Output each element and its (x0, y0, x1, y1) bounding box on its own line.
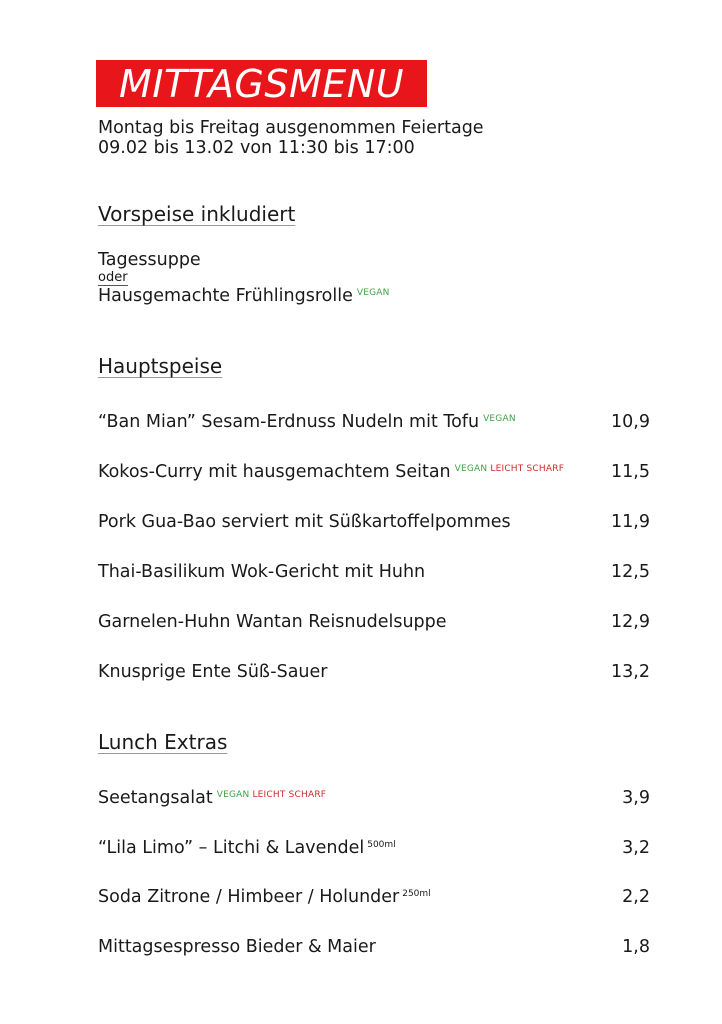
item-price: 2,2 (622, 887, 650, 907)
menu-item (98, 937, 650, 957)
menu-subtitle (98, 118, 484, 158)
starter-heading: Vorspeise inkludiert (98, 202, 296, 226)
menu-item (98, 887, 650, 907)
item-price: 11,5 (611, 462, 650, 482)
menu-item (98, 462, 650, 482)
item-name: Pork Gua-Bao serviert mit Süßkartoffelpommes (98, 512, 511, 532)
menu-item (98, 562, 650, 582)
menu-item (98, 788, 650, 808)
extras-heading: Lunch Extras (98, 730, 228, 754)
starter-item-springroll (98, 286, 390, 306)
days-line: Montag bis Freitag ausgenommen Feiertage (98, 118, 484, 138)
spicy-tag: LEICHT SCHARF (490, 464, 565, 474)
menu-item (98, 838, 650, 858)
item-name: “Ban Mian” Sesam-Erdnuss Nudeln mit Tofu (98, 412, 480, 432)
vegan-tag: VEGAN (483, 414, 516, 424)
item-name: “Lila Limo” – Litchi & Lavendel (98, 838, 365, 858)
menu-item (98, 612, 650, 632)
title-banner (96, 60, 427, 107)
item-price: 1,8 (622, 937, 650, 957)
item-price: 12,5 (611, 562, 650, 582)
item-price: 13,2 (611, 662, 650, 682)
item-price: 3,2 (622, 838, 650, 858)
item-name: Knusprige Ente Süß-Sauer (98, 662, 328, 682)
item-price: 12,9 (611, 612, 650, 632)
main-heading: Hauptspeise (98, 354, 223, 378)
vegan-tag: VEGAN (216, 790, 250, 800)
item-price: 11,9 (611, 512, 650, 532)
item-price: 10,9 (611, 412, 650, 432)
item-name: Seetangsalat (98, 788, 213, 808)
starter-item-label: Hausgemachte Frühlingsrolle (98, 286, 353, 306)
item-name: Garnelen-Huhn Wantan Reisnudelsuppe (98, 612, 447, 632)
item-name: Soda Zitrone / Himbeer / Holunder (98, 887, 400, 907)
item-name: Mittagsespresso Bieder & Maier (98, 937, 376, 957)
vegan-tag: VEGAN (454, 464, 488, 474)
menu-item (98, 662, 650, 682)
menu-item (98, 412, 650, 432)
item-name: Thai-Basilikum Wok-Gericht mit Huhn (98, 562, 426, 582)
starter-item-soup: Tagessuppe (98, 250, 201, 270)
size-label: 500ml (367, 840, 396, 850)
dates-line: 09.02 bis 13.02 von 11:30 bis 17:00 (98, 138, 415, 158)
starter-or: oder (98, 270, 128, 285)
menu-item (98, 512, 650, 532)
item-name: Kokos-Curry mit hausgemachtem Seitan (98, 462, 451, 482)
size-label: 250ml (402, 889, 431, 899)
menu-title: MITTAGSMENU (118, 61, 405, 106)
item-price: 3,9 (622, 788, 650, 808)
vegan-tag: VEGAN (356, 288, 390, 298)
spicy-tag: LEICHT SCHARF (252, 790, 327, 800)
